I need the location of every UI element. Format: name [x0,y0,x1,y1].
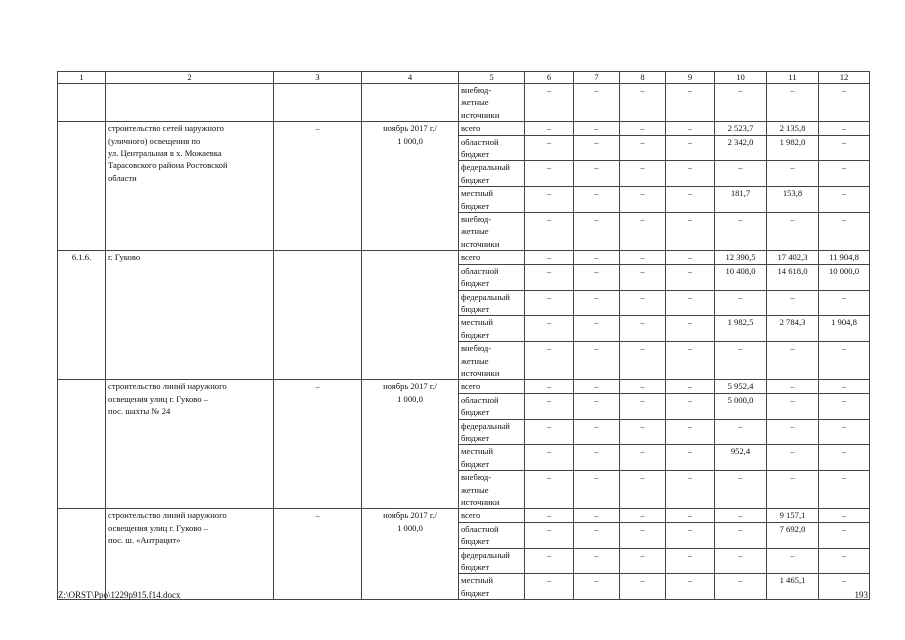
col3-value: – [274,122,362,251]
deadline-cost-line: 1 000,0 [397,522,423,533]
header-cell: 4 [362,72,459,84]
value-cell: – [819,342,870,380]
funding-source-line: областной [461,265,499,276]
value-cell: – [574,264,620,290]
funding-source-line: источники [461,109,500,120]
table-row [58,251,870,264]
value-cell: – [666,290,715,316]
funding-source-line: жетные [461,226,489,237]
item-name [106,251,274,380]
value-cell: – [525,122,574,135]
value-cell: – [666,471,715,509]
funding-source [459,161,525,187]
item-name-line: пос. шахты № 24 [108,406,171,417]
value-cell: – [525,290,574,316]
value-cell: 9 157,1 [767,509,819,522]
value-cell: – [574,522,620,548]
value-cell: – [666,161,715,187]
value-cell: – [819,213,870,251]
item-name-line: г. Гуково [108,252,141,263]
value-cell: – [525,84,574,122]
funding-source [459,316,525,342]
value-cell: – [574,445,620,471]
value-cell: – [767,380,819,393]
funding-source [459,187,525,213]
value-cell: 1 904,8 [819,316,870,342]
value-cell: – [767,342,819,380]
header-cell: 3 [274,72,362,84]
funding-source [459,135,525,161]
value-cell: – [574,574,620,600]
value-cell: – [767,213,819,251]
value-cell: – [574,122,620,135]
funding-source-line: бюджет [461,174,490,185]
value-cell: 2 342,0 [715,135,767,161]
value-cell: – [620,509,666,522]
item-number [58,380,106,509]
funding-source-line: бюджет [461,562,490,573]
value-cell: – [715,419,767,445]
value-cell: – [715,290,767,316]
value-cell: – [666,251,715,264]
value-cell: – [767,84,819,122]
value-cell: – [666,187,715,213]
value-cell: – [525,316,574,342]
header-cell: 8 [620,72,666,84]
funding-source [459,380,525,393]
value-cell: – [574,316,620,342]
value-cell: – [620,264,666,290]
item-name-line: (уличного) освещения по [108,135,201,146]
funding-source-line: федеральный [461,549,510,560]
value-cell: – [525,522,574,548]
value-cell: 5 000,0 [715,393,767,419]
page-number: 193 [854,590,868,600]
value-cell: – [620,84,666,122]
header-row [58,72,870,84]
funding-source-line: внебюд- [461,214,492,225]
col3-value: – [274,509,362,600]
value-cell: – [574,393,620,419]
funding-source [459,445,525,471]
value-cell: 17 402,3 [767,251,819,264]
item-name-line: пос. ш. «Антрацит» [108,535,181,546]
header-cell: 7 [574,72,620,84]
value-cell: – [819,574,870,600]
value-cell: – [620,213,666,251]
document-path: Z:\ORST\Ppo\1229p915.f14.docx [58,590,181,600]
value-cell: – [525,419,574,445]
value-cell: – [715,574,767,600]
header-cell: 12 [819,72,870,84]
value-cell: – [620,522,666,548]
funding-source-line: всего [461,381,481,392]
value-cell: – [819,161,870,187]
budget-table [57,71,870,600]
value-cell: 181,7 [715,187,767,213]
value-cell: – [525,574,574,600]
item-name-line: строительство линий наружного [108,510,227,521]
value-cell: – [574,290,620,316]
value-cell: 2 784,3 [767,316,819,342]
funding-source [459,393,525,419]
value-cell: – [620,574,666,600]
value-cell: – [767,471,819,509]
value-cell: – [666,445,715,471]
funding-source-line: федеральный [461,162,510,173]
funding-source-line: местный [461,188,494,199]
item-number: 6.1.6. [58,251,106,380]
value-cell: – [715,522,767,548]
value-cell: – [819,393,870,419]
value-cell: – [620,445,666,471]
value-cell: – [715,84,767,122]
header-cell: 6 [525,72,574,84]
value-cell: 14 618,0 [767,264,819,290]
value-cell: – [620,316,666,342]
deadline-cost [362,84,459,122]
value-cell: – [666,509,715,522]
header-cell: 1 [58,72,106,84]
value-cell: 1 982,5 [715,316,767,342]
value-cell: – [715,548,767,574]
value-cell: – [574,84,620,122]
funding-source-line: жетные [461,97,489,108]
value-cell: 2 523,7 [715,122,767,135]
funding-source-line: бюджет [461,536,490,547]
value-cell: – [666,342,715,380]
value-cell: 7 692,0 [767,522,819,548]
value-cell: – [666,213,715,251]
funding-source [459,574,525,600]
value-cell: – [525,342,574,380]
value-cell: 952,4 [715,445,767,471]
funding-source-line: бюджет [461,329,490,340]
deadline-cost-line: ноябрь 2017 г./ [383,123,437,134]
funding-source-line: местный [461,575,494,586]
value-cell: – [767,548,819,574]
table-row [58,380,870,393]
funding-source [459,84,525,122]
value-cell: – [819,380,870,393]
value-cell: 12 390,5 [715,251,767,264]
value-cell: 11 904,8 [819,251,870,264]
funding-source-line: бюджет [461,303,490,314]
value-cell: – [620,471,666,509]
col3-value: – [274,380,362,509]
funding-source-line: бюджет [461,587,490,598]
deadline-cost [362,251,459,380]
funding-source-line: областной [461,523,499,534]
funding-source [459,419,525,445]
funding-source [459,213,525,251]
funding-source-line: областной [461,394,499,405]
value-cell: 1 982,0 [767,135,819,161]
value-cell: – [525,445,574,471]
value-cell: – [620,187,666,213]
value-cell: – [620,251,666,264]
funding-source-line: бюджет [461,200,490,211]
funding-source-line: бюджет [461,458,490,469]
value-cell: – [525,471,574,509]
value-cell: – [574,419,620,445]
funding-source-line: местный [461,446,494,457]
deadline-cost [362,509,459,600]
value-cell: – [620,135,666,161]
funding-source-line: внебюд- [461,85,492,95]
value-cell: 1 465,1 [767,574,819,600]
funding-source [459,471,525,509]
funding-source-line: источники [461,367,500,378]
value-cell: – [525,251,574,264]
item-name [106,122,274,251]
col3-value [274,84,362,122]
value-cell: – [715,509,767,522]
value-cell: – [819,419,870,445]
item-name-line: области [108,172,137,183]
funding-source [459,548,525,574]
value-cell: – [715,161,767,187]
item-name [106,84,274,122]
value-cell: – [819,122,870,135]
funding-source-line: жетные [461,355,489,366]
value-cell: 5 952,4 [715,380,767,393]
value-cell: – [620,161,666,187]
value-cell: – [767,393,819,419]
value-cell: – [620,419,666,445]
header-cell: 10 [715,72,767,84]
funding-source-line: местный [461,317,494,328]
item-name-line: Тарасовского района Ростовской [108,160,228,171]
value-cell: – [666,548,715,574]
item-name [106,380,274,509]
deadline-cost-line: 1 000,0 [397,135,423,146]
value-cell: – [819,471,870,509]
header-cell: 2 [106,72,274,84]
value-cell: – [574,509,620,522]
value-cell: – [574,380,620,393]
funding-source [459,342,525,380]
value-cell: – [574,187,620,213]
value-cell: – [666,393,715,419]
value-cell: – [819,84,870,122]
value-cell: – [819,509,870,522]
value-cell: – [666,84,715,122]
deadline-cost-line: ноябрь 2017 г./ [383,381,437,392]
value-cell: – [620,290,666,316]
item-name-line: освещения улиц г. Гуково – [108,522,208,533]
value-cell: – [525,161,574,187]
value-cell: – [574,251,620,264]
funding-source-line: источники [461,238,500,249]
value-cell: – [574,342,620,380]
funding-source-line: всего [461,510,481,521]
col3-value [274,251,362,380]
value-cell: – [525,264,574,290]
value-cell: – [574,213,620,251]
funding-source-line: бюджет [461,149,490,160]
value-cell: – [819,445,870,471]
value-cell: – [715,342,767,380]
deadline-cost [362,380,459,509]
value-cell: – [715,471,767,509]
funding-source-line: федеральный [461,420,510,431]
value-cell: – [620,548,666,574]
deadline-cost-line: ноябрь 2017 г./ [383,510,437,521]
item-name-line: ул. Центральная в х. Можаевка [108,148,222,159]
item-number [58,509,106,600]
funding-source-line: источники [461,497,500,507]
header-cell: 11 [767,72,819,84]
value-cell: – [525,135,574,161]
header-cell: 5 [459,72,525,84]
deadline-cost-line: 1 000,0 [397,393,423,404]
funding-source-line: всего [461,252,481,263]
value-cell: – [666,380,715,393]
value-cell: – [819,187,870,213]
value-cell: 10 000,0 [819,264,870,290]
value-cell: – [525,509,574,522]
value-cell: – [620,380,666,393]
funding-source-line: бюджет [461,432,490,443]
item-name-line: освещения улиц г. Гуково – [108,393,208,404]
funding-source-line: федеральный [461,291,510,302]
value-cell: – [767,161,819,187]
funding-source [459,522,525,548]
table-row [58,122,870,135]
value-cell: – [574,471,620,509]
item-number [58,84,106,122]
funding-source-line: всего [461,123,481,134]
deadline-cost [362,122,459,251]
value-cell: 10 408,0 [715,264,767,290]
value-cell: – [574,161,620,187]
value-cell: – [666,264,715,290]
value-cell: – [620,122,666,135]
funding-source [459,290,525,316]
funding-source [459,122,525,135]
funding-source [459,509,525,522]
value-cell: – [525,548,574,574]
value-cell: – [525,380,574,393]
value-cell: – [819,290,870,316]
funding-source-line: бюджет [461,278,490,289]
value-cell: – [620,342,666,380]
item-number [58,122,106,251]
value-cell: – [666,316,715,342]
value-cell: – [666,522,715,548]
value-cell: 2 135,8 [767,122,819,135]
value-cell: – [525,213,574,251]
value-cell: – [666,122,715,135]
value-cell: – [666,419,715,445]
value-cell: – [767,290,819,316]
item-name [106,509,274,600]
value-cell: – [525,187,574,213]
funding-source-line: внебюд- [461,343,492,354]
value-cell: – [620,393,666,419]
value-cell: – [819,548,870,574]
value-cell: – [819,135,870,161]
value-cell: 153,8 [767,187,819,213]
value-cell: – [715,213,767,251]
header-cell: 9 [666,72,715,84]
funding-source [459,251,525,264]
value-cell: – [525,393,574,419]
item-name-line: строительство сетей наружного [108,123,224,134]
funding-source-line: бюджет [461,407,490,418]
value-cell: – [574,135,620,161]
value-cell: – [666,574,715,600]
value-cell: – [574,548,620,574]
funding-source [459,264,525,290]
table-row [58,509,870,522]
table-row [58,84,870,122]
item-name-line: строительство линий наружного [108,381,227,392]
funding-source-line: жетные [461,484,489,495]
funding-source-line: внебюд- [461,472,492,483]
value-cell: – [767,419,819,445]
value-cell: – [666,135,715,161]
value-cell: – [767,445,819,471]
funding-source-line: областной [461,136,499,147]
value-cell: – [819,522,870,548]
